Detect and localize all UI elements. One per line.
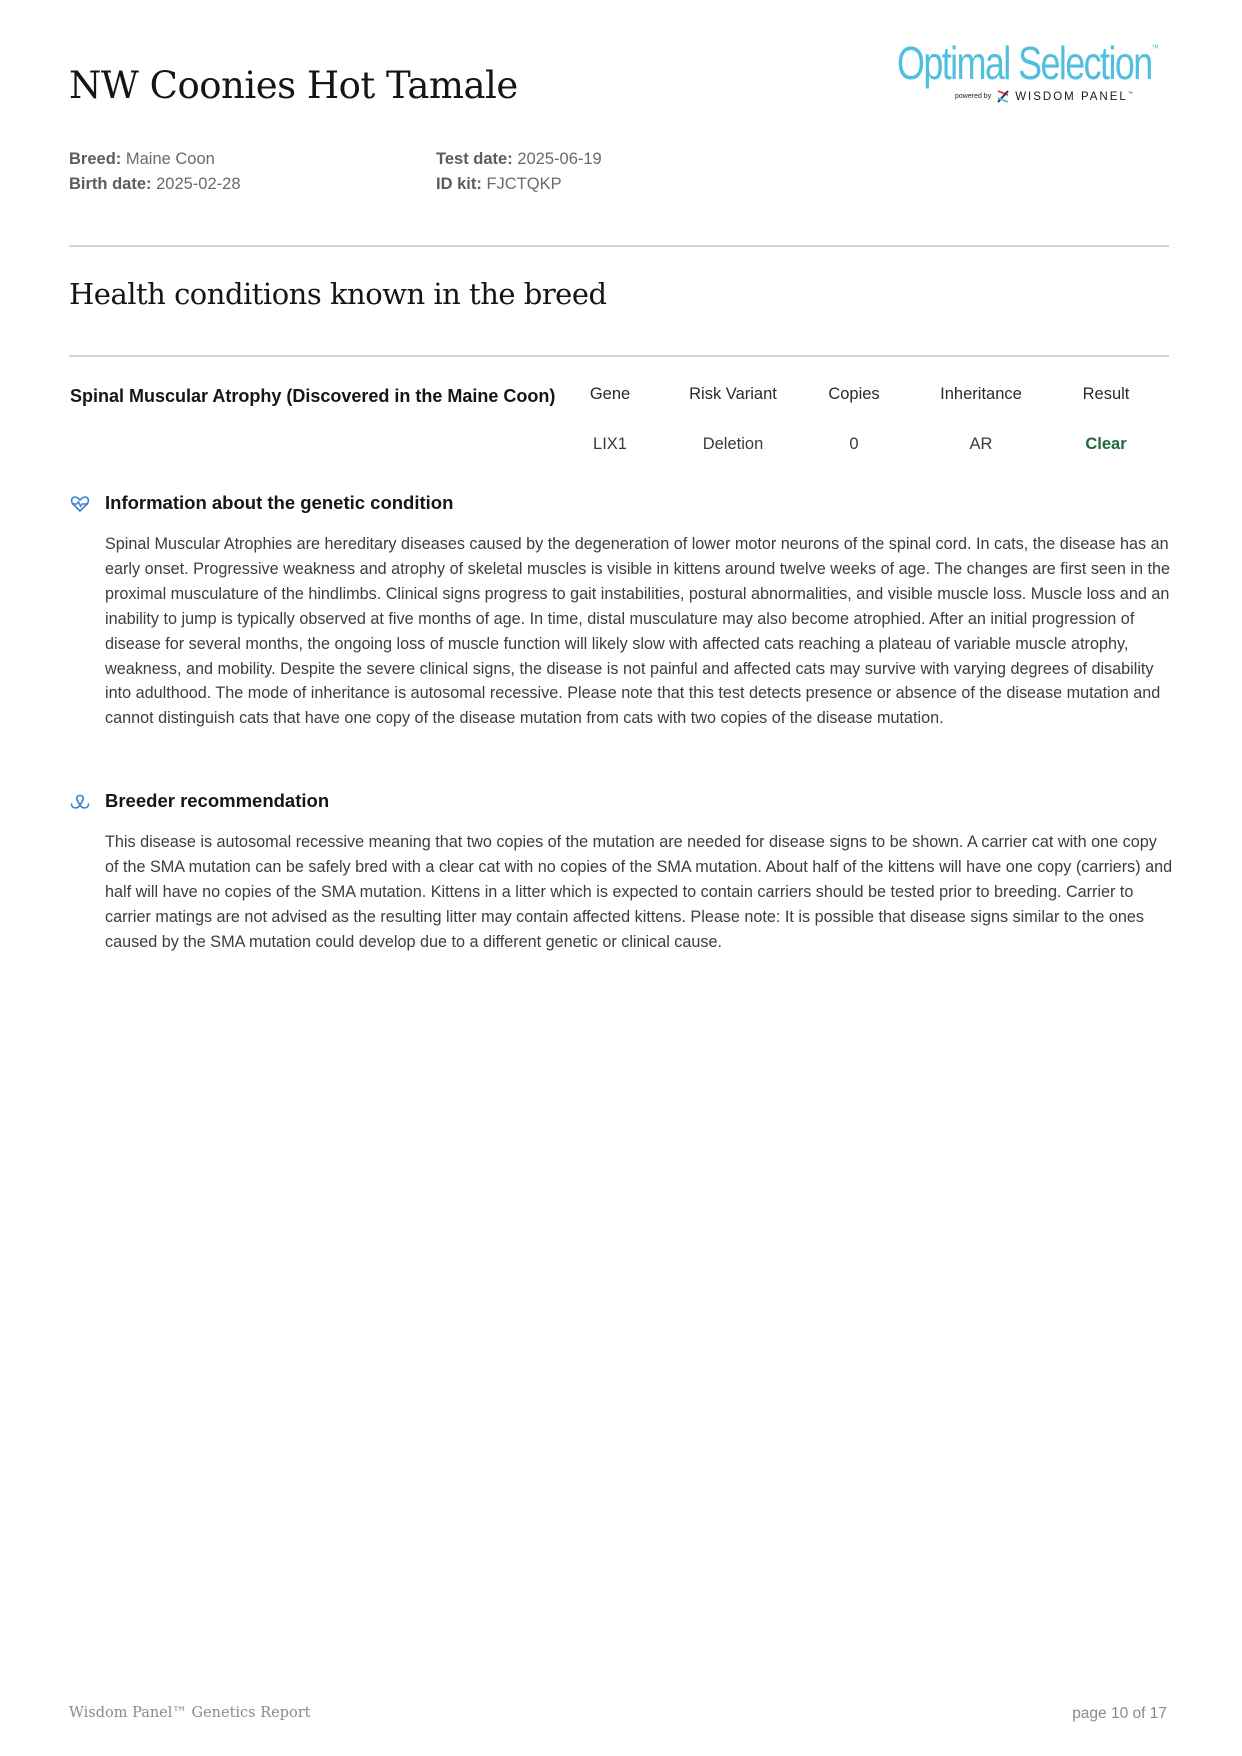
inheritance-value: AR [969, 435, 993, 453]
birth-date-value: 2025-02-28 [156, 175, 241, 193]
footer-page-number: page 10 of 17 [1072, 1705, 1167, 1722]
copies-value: 0 [849, 435, 859, 453]
info-heading: Information about the genetic condition [105, 492, 454, 513]
id-kit-row [436, 172, 602, 197]
gene-value: LIX1 [593, 435, 627, 453]
logo-trademark: ™ [1151, 43, 1159, 53]
section-title: Health conditions known in the breed [69, 277, 607, 311]
id-kit-value: FJCTQKP [486, 175, 562, 193]
breeding-pair-icon [70, 793, 90, 813]
risk-variant-value: Deletion [702, 435, 764, 453]
wisdom-panel-helix-icon [997, 90, 1009, 103]
column-header-copies: Copies [828, 385, 880, 403]
breed-row [69, 147, 241, 172]
birth-date-label: Birth date: [69, 175, 152, 193]
column-header-gene: Gene [589, 385, 631, 403]
column-header-result: Result [1082, 385, 1130, 403]
pet-meta-left [69, 147, 241, 197]
page-title: NW Coonies Hot Tamale [69, 64, 518, 107]
test-date-row [436, 147, 602, 172]
test-date-label: Test date: [436, 150, 513, 168]
breed-value: Maine Coon [125, 150, 215, 168]
logo-main-text: Optimal Selection [897, 37, 1152, 89]
wisdom-panel-brand: WISDOM PANEL [1015, 90, 1128, 103]
test-date-value: 2025-06-19 [517, 150, 602, 168]
heart-pulse-icon [70, 494, 90, 514]
powered-by-text: powered by [955, 93, 992, 100]
condition-name: Spinal Muscular Atrophy (Discovered in the Maine Coon) [70, 386, 556, 406]
result-status-badge: Clear [1085, 435, 1127, 453]
divider-section [69, 355, 1169, 357]
divider-top [69, 245, 1169, 247]
optimal-selection-logo [897, 37, 1159, 112]
brand-trademark: ™ [1127, 90, 1133, 97]
column-header-risk-variant: Risk Variant [689, 385, 777, 403]
footer-report-name: Wisdom Panel™ Genetics Report [69, 1705, 311, 1721]
logo-powered-by [955, 90, 1133, 103]
id-kit-label: ID kit: [436, 175, 482, 193]
column-header-inheritance: Inheritance [940, 385, 1022, 403]
info-text: Spinal Muscular Atrophies are hereditary diseases caused by the degeneration of lower motor neurons of the spinal cord. In cats, the disease has an early onset. Progressive weakness and atrophy of skeletal muscles is visible in kittens around twelve weeks of age. The changes are first seen in the proximal musculature of the hindlimbs. Clinical signs progress to gait instabilities, postural abnormalities, and visible muscle loss. Muscle loss and an inability to jump is typically observed at five months of age. In time, distal musculature may also become atrophied. After an initial progression of disease for several months, the ongoing loss of muscle function will likely slow with affected cats reaching a plateau of variable muscle atrophy, weakness, and mobility. Despite the severe clinical signs, the disease is not painful and affected cats may survive with varying degrees of disability into adulthood. The mode of inheritance is autosomal recessive. Please note that this test detects presence or absence of the disease mutation and cannot distinguish cats that have one copy of the disease mutation from cats with two copies of the disease mutation. [105, 535, 1171, 728]
birth-date-row [69, 172, 241, 197]
breeder-heading: Breeder recommendation [105, 790, 330, 811]
pet-meta-right [436, 147, 602, 197]
breeder-text: This disease is autosomal recessive meaning that two copies of the mutation are needed for disease signs to be shown. A carrier cat with one copy of the SMA mutation can be safely bred with a clear cat with no copies of the SMA mutation. About half of the kittens will have one copy (carriers) and half will have no copies of the SMA mutation. Kittens in a litter which is expected to contain carriers should be tested prior to breeding. Carrier to carrier matings are not advised as the resulting litter may contain affected kittens. Please note: It is possible that disease signs similar to the ones caused by the SMA mutation could develop due to a different genetic or clinical cause. [105, 833, 1173, 951]
breed-label: Breed: [69, 150, 122, 168]
